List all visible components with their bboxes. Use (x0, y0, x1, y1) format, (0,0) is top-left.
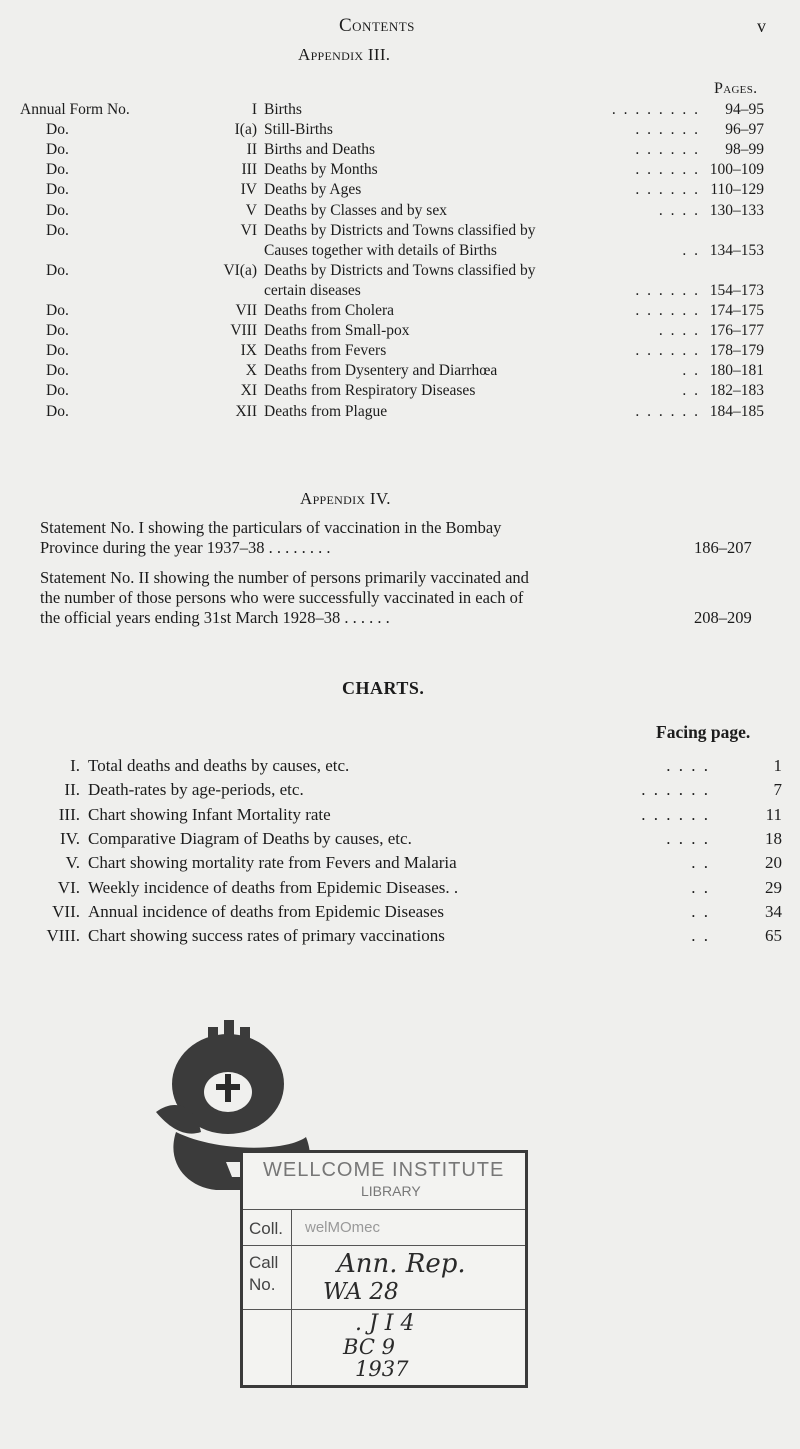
leader-dots: . . . . . . (641, 804, 710, 824)
appendix-iii-row (0, 161, 800, 181)
leader-dots: . . . . (658, 201, 700, 219)
roman-number-cell: I(a) (234, 121, 257, 139)
statement-line: Statement No. II showing the number of persons primarily vaccinated and (40, 568, 529, 587)
form-number-cell: Do. (46, 261, 69, 279)
roman-number-cell: XII (235, 402, 257, 420)
appendix-iii-row (0, 302, 800, 322)
appendix-iii-heading: Appendix III. (298, 45, 391, 64)
description-cell: Deaths by Districts and Towns classified by (264, 221, 536, 239)
description-cell: Births (264, 101, 302, 118)
chart-number: V. (65, 853, 80, 873)
statement-line: the official years ending 31st March 1928–38 . . . . . . (40, 608, 390, 627)
chart-title: Death-rates by age-periods, etc. (88, 780, 304, 800)
pages-cell: 182–183 (709, 382, 764, 400)
roman-number-cell: IX (240, 342, 257, 360)
chart-title: Weekly incidence of deaths from Epidemic Diseases. . (88, 877, 459, 897)
description-cell: Still-Births (264, 121, 333, 139)
roman-number-cell: X (245, 362, 257, 380)
statement-line: the number of those persons who were successfully vaccinated in each of (40, 588, 524, 607)
form-number-cell: Do. (46, 221, 69, 239)
chart-number: III. (58, 804, 80, 824)
leader-dots: . . (691, 853, 710, 873)
pages-cell: 176–177 (709, 322, 764, 340)
description-cell: Births and Deaths (264, 141, 376, 159)
form-number-cell: Do. (46, 121, 69, 139)
chart-title: Chart showing Infant Mortality rate (88, 804, 331, 824)
appendix-iii-row (0, 342, 800, 362)
stamp-handwritten-line: Ann. Rep. (337, 1249, 466, 1279)
chart-title: Chart showing success rates of primary vaccinations (88, 926, 445, 946)
library-stamp (240, 1150, 528, 1388)
stamp-institute: WELLCOME INSTITUTE (263, 1159, 505, 1181)
pages-cell: 134–153 (709, 241, 764, 259)
chart-number: I. (70, 756, 80, 775)
chart-list-item (0, 829, 800, 853)
facing-page-number: 11 (765, 804, 782, 824)
facing-page-column-header: Facing page. (656, 722, 751, 742)
roman-number-cell: I (251, 101, 257, 118)
appendix-iii-row (0, 362, 800, 382)
appendix-iii-row (0, 403, 800, 423)
appendix-iii-row (0, 121, 800, 141)
description-cell: Deaths by Ages (264, 181, 362, 199)
leader-dots: . . . . . . (641, 780, 710, 800)
chart-number: II. (64, 780, 80, 800)
chart-number: IV. (60, 828, 80, 848)
form-number-cell: Annual Form No. (20, 101, 130, 118)
chart-list-item (0, 878, 800, 902)
appendix-iv-heading: Appendix IV. (300, 489, 391, 508)
facing-page-number: 18 (765, 828, 782, 848)
leader-dots: . . (682, 382, 700, 400)
chart-title: Chart showing mortality rate from Fevers and Malaria (88, 853, 457, 873)
roman-number-cell: IV (240, 181, 257, 199)
pages-cell: 154–173 (709, 281, 764, 299)
form-number-cell: Do. (46, 362, 69, 380)
description-cell: Causes together with details of Births (264, 241, 497, 259)
pages-cell: 184–185 (709, 402, 764, 420)
chart-number: VIII. (46, 926, 80, 946)
form-number-cell: Do. (46, 181, 69, 199)
appendix-iii-row (0, 222, 800, 242)
appendix-iii-row (0, 101, 800, 121)
appendix-iii-row (0, 181, 800, 201)
leader-dots: . . . . . . (635, 402, 700, 420)
pages-cell: 94–95 (725, 101, 764, 118)
charts-heading: CHARTS. (342, 678, 425, 698)
roman-number-cell: V (245, 201, 257, 219)
chart-number: VI. (57, 877, 80, 897)
roman-number-cell: VI(a) (223, 261, 257, 279)
statement-pages: 208–209 (694, 608, 752, 627)
description-cell: Deaths from Dysentery and Diarrhœa (264, 362, 498, 380)
leader-dots: . . . . . . (635, 181, 700, 199)
chart-list-item (0, 853, 800, 877)
form-number-cell: Do. (46, 342, 69, 360)
leader-dots: . . . . . . (635, 342, 700, 360)
appendix-iii-row (0, 242, 800, 262)
stamp-handwritten-line: WA 28 (323, 1279, 399, 1305)
leader-dots: . . . . . . . . (611, 101, 700, 118)
stamp-rule (243, 1309, 525, 1310)
leader-dots: . . . . . . (635, 161, 700, 179)
pages-cell: 110–129 (710, 181, 764, 199)
leader-dots: . . . . (658, 322, 700, 340)
pages-cell: 96–97 (725, 121, 764, 139)
appendix-iii-row (0, 141, 800, 161)
chart-title: Annual incidence of deaths from Epidemic Diseases (88, 901, 444, 921)
form-number-cell: Do. (46, 201, 69, 219)
roman-number-cell: III (241, 161, 257, 179)
facing-page-number: 34 (765, 901, 782, 921)
stamp-no-label: No. (249, 1275, 276, 1294)
pages-cell: 98–99 (725, 141, 764, 159)
stamp-handwritten-line: BC 9 (343, 1335, 395, 1359)
pages-cell: 174–175 (709, 302, 764, 319)
statement-entry (40, 568, 529, 628)
stamp-handwritten-line: 1937 (355, 1357, 409, 1381)
stamp-call-label: Call (249, 1253, 279, 1272)
stamp-rule (243, 1245, 525, 1246)
description-cell: Deaths from Fevers (264, 342, 387, 360)
pages-cell: 178–179 (709, 342, 764, 360)
appendix-iii-row (0, 282, 800, 302)
chart-list-item (0, 805, 800, 829)
appendix-iii-row (0, 202, 800, 222)
chart-title: Total deaths and deaths by causes, etc. (88, 756, 350, 775)
stamp-rule (243, 1209, 525, 1210)
facing-page-number: 20 (765, 853, 782, 873)
description-cell: Deaths by Districts and Towns classified by (264, 261, 536, 279)
chart-number: VII. (52, 901, 80, 921)
facing-page-number: 29 (765, 877, 782, 897)
appendix-iii-row (0, 322, 800, 342)
statement-line: Statement No. I showing the particulars of vaccination in the Bombay (40, 518, 502, 537)
form-number-cell: Do. (46, 402, 69, 420)
description-cell: Deaths from Plague (264, 402, 388, 420)
chart-list-item (0, 926, 800, 950)
stamp-handwritten-line: . J I 4 (355, 1311, 415, 1336)
leader-dots: . . . . (666, 756, 710, 775)
leader-dots: . . (691, 926, 710, 946)
form-number-cell: Do. (46, 141, 69, 159)
description-cell: Deaths from Respiratory Diseases (264, 382, 476, 400)
leader-dots: . . (682, 362, 700, 380)
pages-cell: 130–133 (709, 201, 764, 219)
description-cell: Deaths by Months (264, 161, 378, 179)
chart-title: Comparative Diagram of Deaths by causes, etc. (88, 828, 412, 848)
chart-list-item (0, 756, 800, 780)
facing-page-number: 7 (773, 780, 782, 800)
leader-dots: . . . . (666, 828, 710, 848)
statement-line: Province during the year 1937–38 . . . . . . . . (40, 538, 331, 557)
form-number-cell: Do. (46, 302, 69, 319)
running-header-title: Contents (339, 15, 415, 36)
facing-page-number: 1 (773, 756, 782, 775)
description-cell: certain diseases (264, 281, 361, 299)
leader-dots: . . (691, 877, 710, 897)
form-number-cell: Do. (46, 161, 69, 179)
chart-list-item (0, 902, 800, 926)
form-number-cell: Do. (46, 322, 69, 340)
appendix-iii-row (0, 262, 800, 282)
description-cell: Deaths from Cholera (264, 302, 394, 319)
roman-number-cell: VIII (230, 322, 257, 340)
stamp-coll-value: welMOmec (305, 1219, 381, 1236)
leader-dots: . . (682, 241, 700, 259)
appendix-iii-row (0, 382, 800, 402)
form-number-cell: Do. (46, 382, 69, 400)
chart-list-item (0, 780, 800, 804)
pages-cell: 100–109 (709, 161, 764, 179)
leader-dots: . . . . . . (635, 141, 700, 159)
roman-number-cell: VI (240, 221, 257, 239)
stamp-library: LIBRARY (361, 1183, 421, 1199)
statement-entry (40, 518, 501, 558)
statement-pages: 186–207 (694, 538, 752, 557)
roman-number-cell: XI (240, 382, 257, 400)
facing-page-number: 65 (765, 926, 782, 946)
leader-dots: . . (691, 901, 710, 921)
stamp-coll-label: Coll. (249, 1219, 284, 1238)
running-header-page-number: v (757, 16, 766, 36)
leader-dots: . . . . . . (635, 121, 700, 139)
leader-dots: . . . . . . (635, 302, 700, 319)
pages-column-header: Pages. (714, 80, 758, 97)
leader-dots: . . . . . . (635, 281, 700, 299)
stamp-rule (291, 1209, 292, 1385)
roman-number-cell: VII (235, 302, 257, 319)
roman-number-cell: II (246, 141, 257, 159)
description-cell: Deaths by Classes and by sex (264, 201, 447, 219)
description-cell: Deaths from Small-pox (264, 322, 410, 340)
pages-cell: 180–181 (709, 362, 764, 380)
